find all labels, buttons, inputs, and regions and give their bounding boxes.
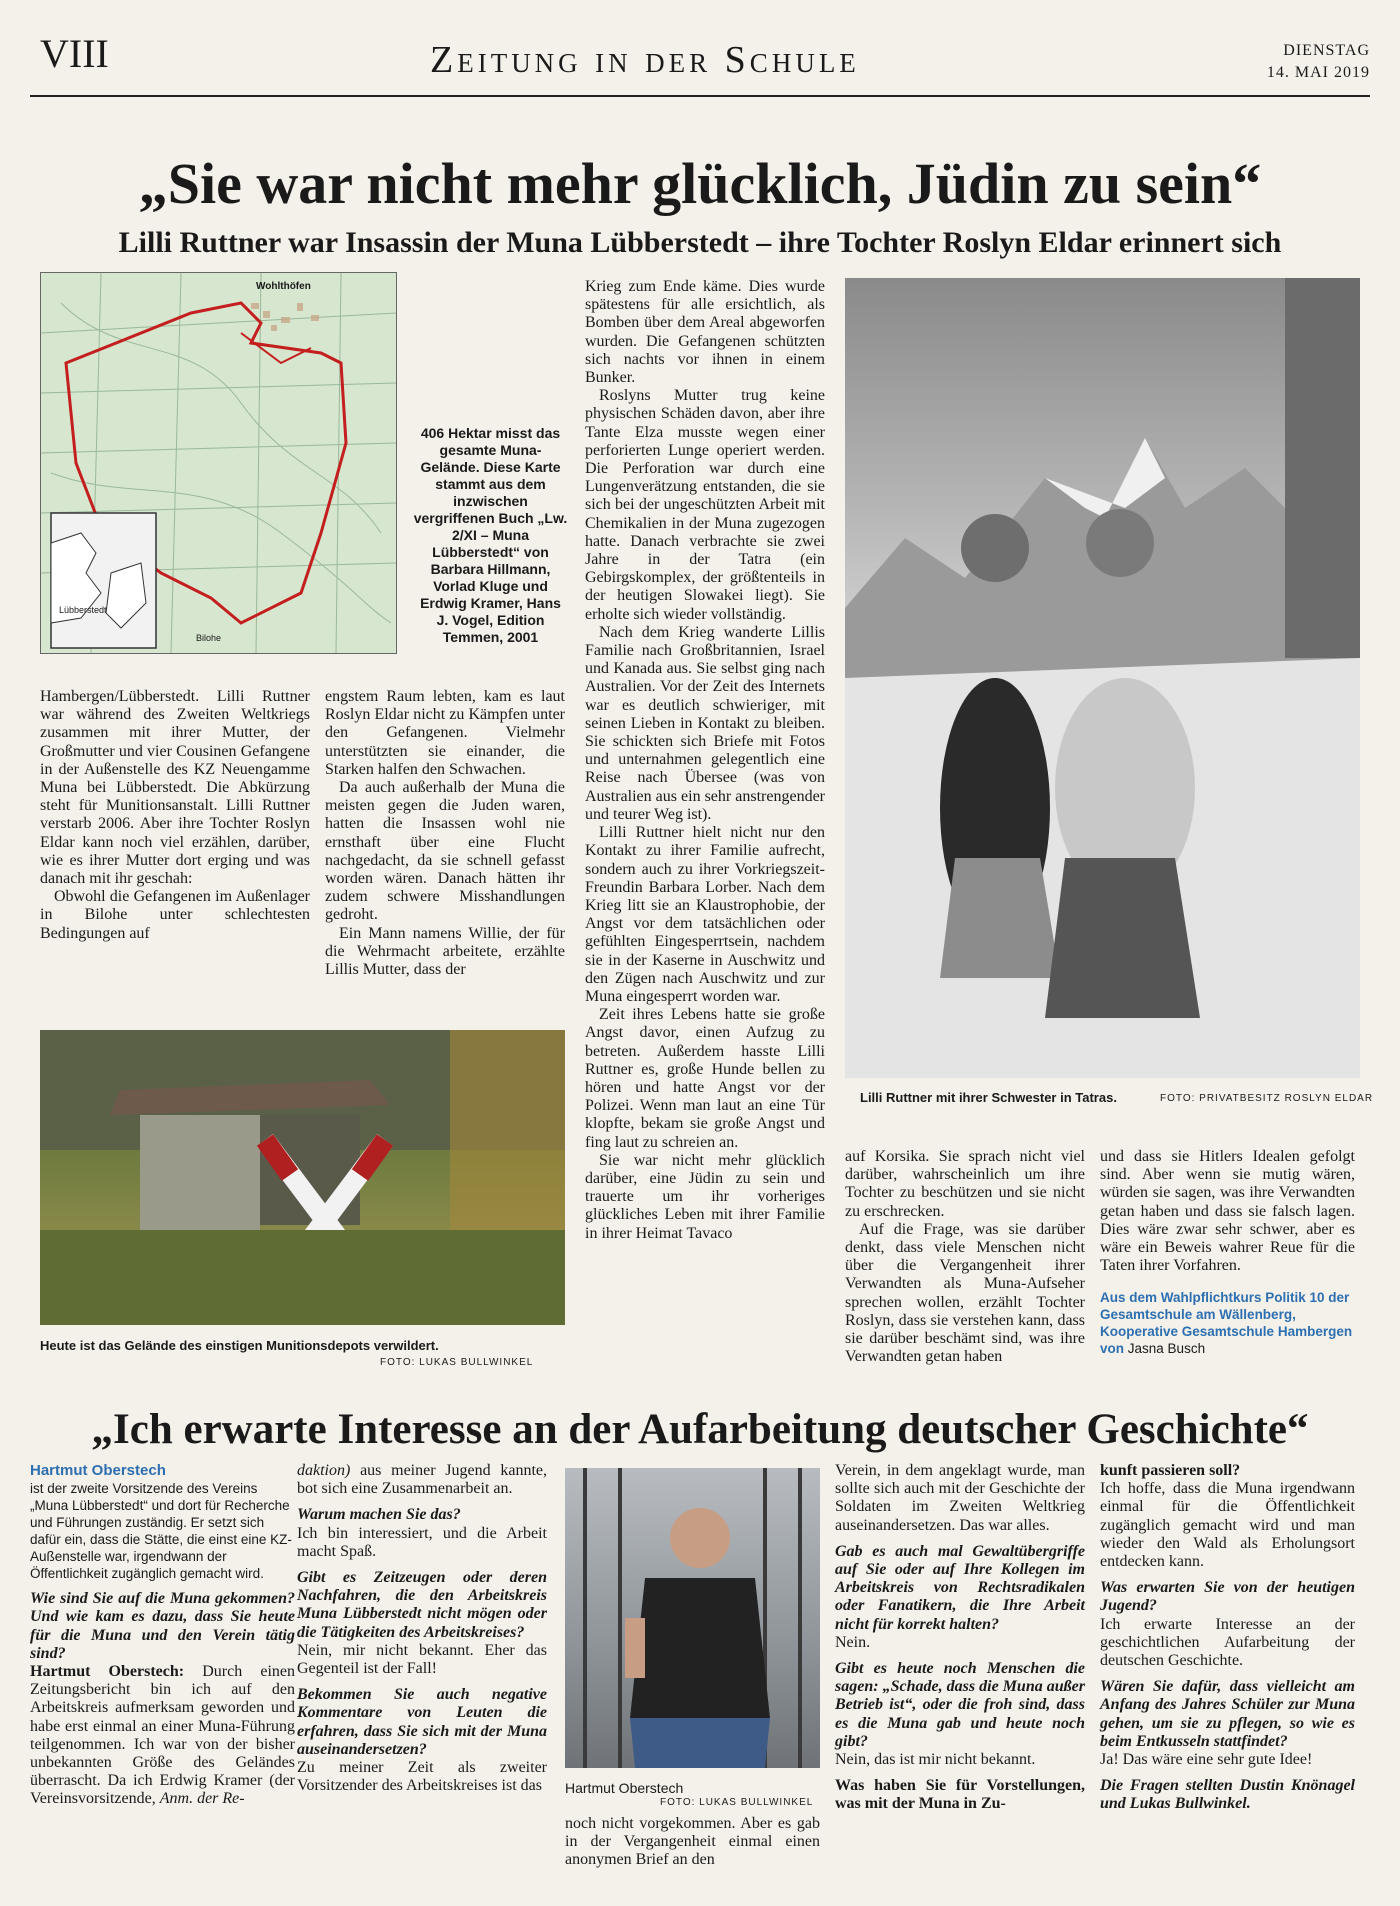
article1-col1-p2: Obwohl die Gefangenen im Außenlager in Bilohe unter schlechtesten Bedingungen auf — [40, 888, 310, 942]
answer-1 — [30, 1663, 295, 1809]
answer-3: Nein, mir nicht bekannt. Eher das Gegenteil ist der Fall! — [297, 1641, 547, 1678]
question-1: Wie sind Sie auf die Muna gekommen? Und wie kam es dazu, dass Sie heute für die Muna und den Verein tätig sind? — [30, 1590, 295, 1662]
article1-author-name: Jasna Busch — [1127, 1341, 1206, 1357]
map-label-luebberstedt: Lübberstedt — [59, 605, 107, 615]
question-7a: Was haben Sie für Vorstellungen, was mit der Muna in Zu- — [835, 1777, 1085, 1813]
question-5: Gab es auch mal Gewaltübergriffe auf Sie oder auf Ihre Kollegen im Arbeitskreis von Rechtsradikalen oder Fanatikern, die Ihre Arbeit nicht für korrekt halten? — [835, 1542, 1085, 1633]
article1-col3-p4: Lilli Ruttner hielt nicht nur den Kontakt zu ihrer Familie aufrecht, sondern auch zu ihrer Vorkriegszeit-Freundin Barbara Lorber. Nach dem Krieg litt sie an Klaustrophobie, der Angst vor dem tatsächlichen oder gefühlten Eingesperrtsein, nachdem sie in der Kaserne in Auschwitz und den Zügen nach Auschwitz und zur Muna eingesperrt worden war. — [585, 824, 825, 1005]
photo-sisters-drawing — [845, 278, 1360, 1078]
article2-col4-text: Verein, in dem angeklagt wurde, man sollte sich auch mit der Geschichte der Soldaten im Zweiten Weltkrieg auseinandersetzen. Das war alles. — [835, 1462, 1085, 1534]
masthead-rule — [30, 95, 1370, 97]
map-drawing — [41, 273, 396, 653]
article2-col3-text: noch nicht vorgekommen. Aber es gab in der Vergangenheit einmal einen anonymen Brief an den — [565, 1815, 820, 1869]
article1-col3-p5: Zeit ihres Lebens hatte sie große Angst davor, einen Aufzug zu betreten. Außerdem hasste Lilli Ruttner es, große Hunde bellen zu hören und hatte Angst vor der Polizei. Wenn man laut an eine Tür klopfte, bekam sie große Angst und fing laut zu schreien an. — [585, 1006, 825, 1151]
photo-sisters-credit: FOTO: PRIVATBESITZ ROSLYN ELDAR — [1160, 1093, 1374, 1104]
article1-author-course: Aus dem Wahlpflichtkurs Politik 10 der Gesamtschule am Wällenberg, Kooperative Gesamtschule Hambergen von — [1100, 1290, 1353, 1357]
article1-headline: „Sie war nicht mehr glücklich, Jüdin zu sein“ — [138, 151, 1262, 216]
article1-column-2 — [325, 688, 565, 979]
answer-6: Nein, das ist mir nicht bekannt. — [835, 1751, 1036, 1769]
photo-interviewee — [565, 1468, 820, 1768]
article1-column-4 — [845, 1148, 1085, 1366]
article1-col2-p2: Da auch außerhalb der Muna die meisten gegen die Juden waren, hatten die Insassen wohl nie ernsthaft über eine Flucht nachgedacht, da sie schnell gefasst worden wären. Danach hätten ihr zudem schwere Misshandlungen gedroht. — [325, 779, 565, 924]
answer-2: Ich bin interessiert, und die Arbeit macht Spaß. — [297, 1524, 547, 1560]
photo-interviewee-credit: FOTO: LUKAS BULLWINKEL — [660, 1797, 814, 1808]
answer-1-cont — [297, 1462, 547, 1498]
article2-column-4 — [835, 1462, 1085, 1814]
answer-1-speaker: Hartmut Oberstech: — [30, 1663, 185, 1681]
answer-1-cont-text: aus meiner Jugend kannte, bot sich eine Zusammenarbeit an. — [297, 1462, 547, 1498]
question-6: Gibt es heute noch Menschen die sagen: „Schade, dass die Muna außer Betrieb ist“, oder die froh sind, dass es die Muna gab und heute noch gibt? — [835, 1660, 1085, 1750]
question-2: Warum machen Sie das? — [297, 1506, 461, 1524]
issue-date-text: 14. MAI 2019 — [1266, 64, 1370, 81]
map-label-wohlthoefen: Wohlthöfen — [256, 281, 311, 292]
section-title-text: Zeitung in der Schule — [430, 39, 860, 81]
answer-9: Ja! Das wäre eine sehr gute Idee! — [1100, 1751, 1313, 1769]
article2-headline: „Ich erwarte Interesse an der Aufarbeitung deutscher Geschichte“ — [91, 1406, 1309, 1453]
article1-col5-p1: und dass sie Hitlers Idealen gefolgt sind. Aber wenn sie mutig wären, würden sie sagen, was ihre Verwandten getan haben und dass sie falsch lagen. Dies wäre zwar sehr schwer, aber es wäre ein Beweis wahrer Reue für die Taten ihrer Vorfahren. — [1100, 1148, 1355, 1275]
issue-weekday: DIENSTAG — [1283, 42, 1370, 59]
photo-depot-credit: FOTO: LUKAS BULLWINKEL — [380, 1357, 534, 1368]
article2-column-2 — [297, 1462, 547, 1795]
article1-col3-p1: Krieg zum Ende käme. Dies wurde spätestens für alle ersichtlich, als Bomben über dem Areal abgeworfen wurden. Die Gefangenen schützten sich nachts vor ihnen in einem Bunker. — [585, 278, 825, 387]
article1-col4-p1: auf Korsika. Sie sprach nicht viel darüber, wahrscheinlich um ihre Tochter zu beschützen und sie nicht zu erschrecken. — [845, 1148, 1085, 1220]
article1-col1-p1: Hambergen/Lübberstedt. Lilli Ruttner war während des Zweiten Weltkriegs zusammen mit ihrer Mutter, der Großmutter und vier Cousinen Gefangene in der Außenstelle des KZ Neuengamme Muna bei Lübberstedt. Die Abkürzung steht für Munitionsanstalt. Lilli Ruttner verstarb 2006. Aber ihre Tochter Roslyn Eldar kann noch viel erzählen, darüber, wie es ihrer Mutter dort erging und was danach mit ihr geschah: — [40, 688, 310, 888]
answer-5: Nein. — [835, 1633, 871, 1651]
question-4: Bekommen Sie auch negative Kommentare von Leuten die erfahren, dass Sie sich mit der Muna auseinandersetzen? — [297, 1686, 547, 1758]
photo-sisters-caption: Lilli Ruttner mit ihrer Schwester in Tatras. — [860, 1090, 1117, 1105]
photo-depot-drawing — [40, 1030, 565, 1325]
question-8: Was erwarten Sie von der heutigen Jugend? — [1100, 1579, 1355, 1615]
answer-7: Ich hoffe, dass die Muna irgendwann einmal für die Öffentlichkeit zugänglich gemacht wird und man wieder den Wald als Erholungsort entdecken kann. — [1100, 1480, 1355, 1571]
issue-date — [1267, 40, 1370, 84]
answer-1-note-start: Anm. der Re- — [159, 1790, 245, 1808]
page-number: VIII — [40, 31, 109, 76]
article1-column-3 — [585, 278, 825, 1243]
muna-map — [40, 272, 397, 654]
question-7b: kunft passieren soll? — [1100, 1462, 1241, 1479]
article1-column-5 — [1100, 1148, 1355, 1357]
answer-4: Zu meiner Zeit als zweiter Vorsitzender des Arbeitskreises ist das — [297, 1759, 547, 1795]
photo-depot-caption: Heute ist das Gelände des einstigen Munitionsdepots verwildert. — [40, 1338, 439, 1353]
photo-interviewee-caption: Hartmut Oberstech — [565, 1780, 684, 1796]
article1-author-note — [1100, 1289, 1355, 1357]
article1-col4-p2: Auf die Frage, was sie darüber denkt, dass viele Menschen nicht über die Vergangenheit ihrer Verwandten als Muna-Aufseher sprechen wollen, erzählt Tochter Roslyn, dass sie verstehen kann, dass sie darüber beschämt sind, was ihre Verwandten getan haben — [845, 1220, 1085, 1366]
article1-col2-p1: engstem Raum lebten, kam es laut Roslyn Eldar nicht zu Kämpfen unter den Gefangenen. Vielmehr unterstützten sie einander, die Starken halfen den Schwachen. — [325, 688, 565, 778]
photo-depot — [40, 1030, 565, 1325]
question-3: Gibt es Zeitzeugen oder deren Nachfahren, die den Arbeitskreis Muna Lübberstedt nicht mögen oder die Tätigkeiten des Arbeitskreises? — [297, 1569, 547, 1641]
photo-sisters — [845, 278, 1360, 1078]
map-label-bilohe: Bilohe — [196, 633, 222, 643]
answer-8: Ich erwarte Interesse an der geschichtlichen Aufarbeitung der deutschen Geschichte. — [1100, 1615, 1355, 1670]
question-9: Wären Sie dafür, dass vielleicht am Anfang des Jahres Schüler zur Muna gehen, um sie zu pflegen, so wie es beim Entkusseln stattfindet? — [1100, 1678, 1355, 1750]
answer-1-text: Durch einen Zeitungsbericht bin ich auf den Arbeitskreis aufmerksam geworden und habe erst einmal an einer Muna-Führung teilgenommen. Ich war von der bisher unbekannten Größe des Geländes überrascht. Da ich Erdwig Kramer (der Vereinsvorsitzende, — [30, 1663, 295, 1808]
interviewee-name: Hartmut Oberstech — [30, 1462, 166, 1479]
article2-column-5 — [1100, 1462, 1355, 1814]
article1-col3-p6: Sie war nicht mehr glücklich darüber, eine Jüdin zu sein und trauerte um ihr vorheriges glückliches Leben mit ihrer Familie in ihrer Heimat Tavaco — [585, 1151, 825, 1242]
article1-col3-p3: Nach dem Krieg wanderte Lillis Familie nach Großbritannien, Israel und Kanada aus. Sie selbst ging nach Australien. Vor der Zeit des Internets war es deutlich schwieriger, mit seinen Lieben in Kontakt zu bleiben. Sie schickten sich Briefe mit Fotos und unternahmen gelegentlich eine Reise nach Übersee (was von Australien aus ein sehr anstrengender und teurer Weg ist). — [585, 623, 825, 823]
photo-interviewee-drawing — [565, 1468, 820, 1768]
article2-column-1 — [30, 1462, 295, 1809]
article1-col3-p2: Roslyns Mutter trug keine physischen Schäden davon, aber ihre Tante Elza musste wegen einer perforierten Lunge operiert werden. Die Perforation war durch eine Lungenverätzung entstanden, die sie sich bei der ungeschützten Arbeit mit Chemikalien in der Muna zugezogen hatte. Danach verbrachte sie zwei Jahre in der Tatra (ein Gebirgskomplex, der größtenteils in der heutigen Slowakei liegt). Sie erholte sich wieder vollständig. — [585, 387, 825, 623]
article1-column-1 — [40, 688, 310, 943]
section-title — [430, 38, 860, 82]
map-caption: 406 Hektar misst das gesamte Muna-Gelände. Diese Karte stammt aus dem inzwischen vergriffenen Buch „Lw. 2/XI – Muna Lübberstedt“ von Barbara Hillmann, Vorlad Kluge und Erdwig Kramer, Hans J. Vogel, Edition Temmen, 2001 — [413, 425, 568, 645]
interviewee-intro: ist der zweite Vorsitzende des Vereins „Muna Lübberstedt“ und dort für Recherche und Führungen zuständig. Er setzt sich dafür ein, dass die Stätte, die einst eine KZ-Außenstelle war, irgendwann der Öffentlichkeit zugänglich gemacht wird. — [30, 1481, 292, 1582]
article1-col2-p3: Ein Mann namens Willie, der für die Wehrmacht arbeitete, erzählte Lillis Mutter, dass der — [325, 924, 565, 979]
answer-1-note: daktion) — [297, 1462, 351, 1479]
article2-column-3 — [565, 1815, 820, 1870]
article1-subhead: Lilli Ruttner war Insassin der Muna Lübberstedt – ihre Tochter Roslyn Eldar erinnert sich — [118, 226, 1282, 259]
interview-closing: Die Fragen stellten Dustin Knönagel und Lukas Bullwinkel. — [1100, 1777, 1355, 1813]
